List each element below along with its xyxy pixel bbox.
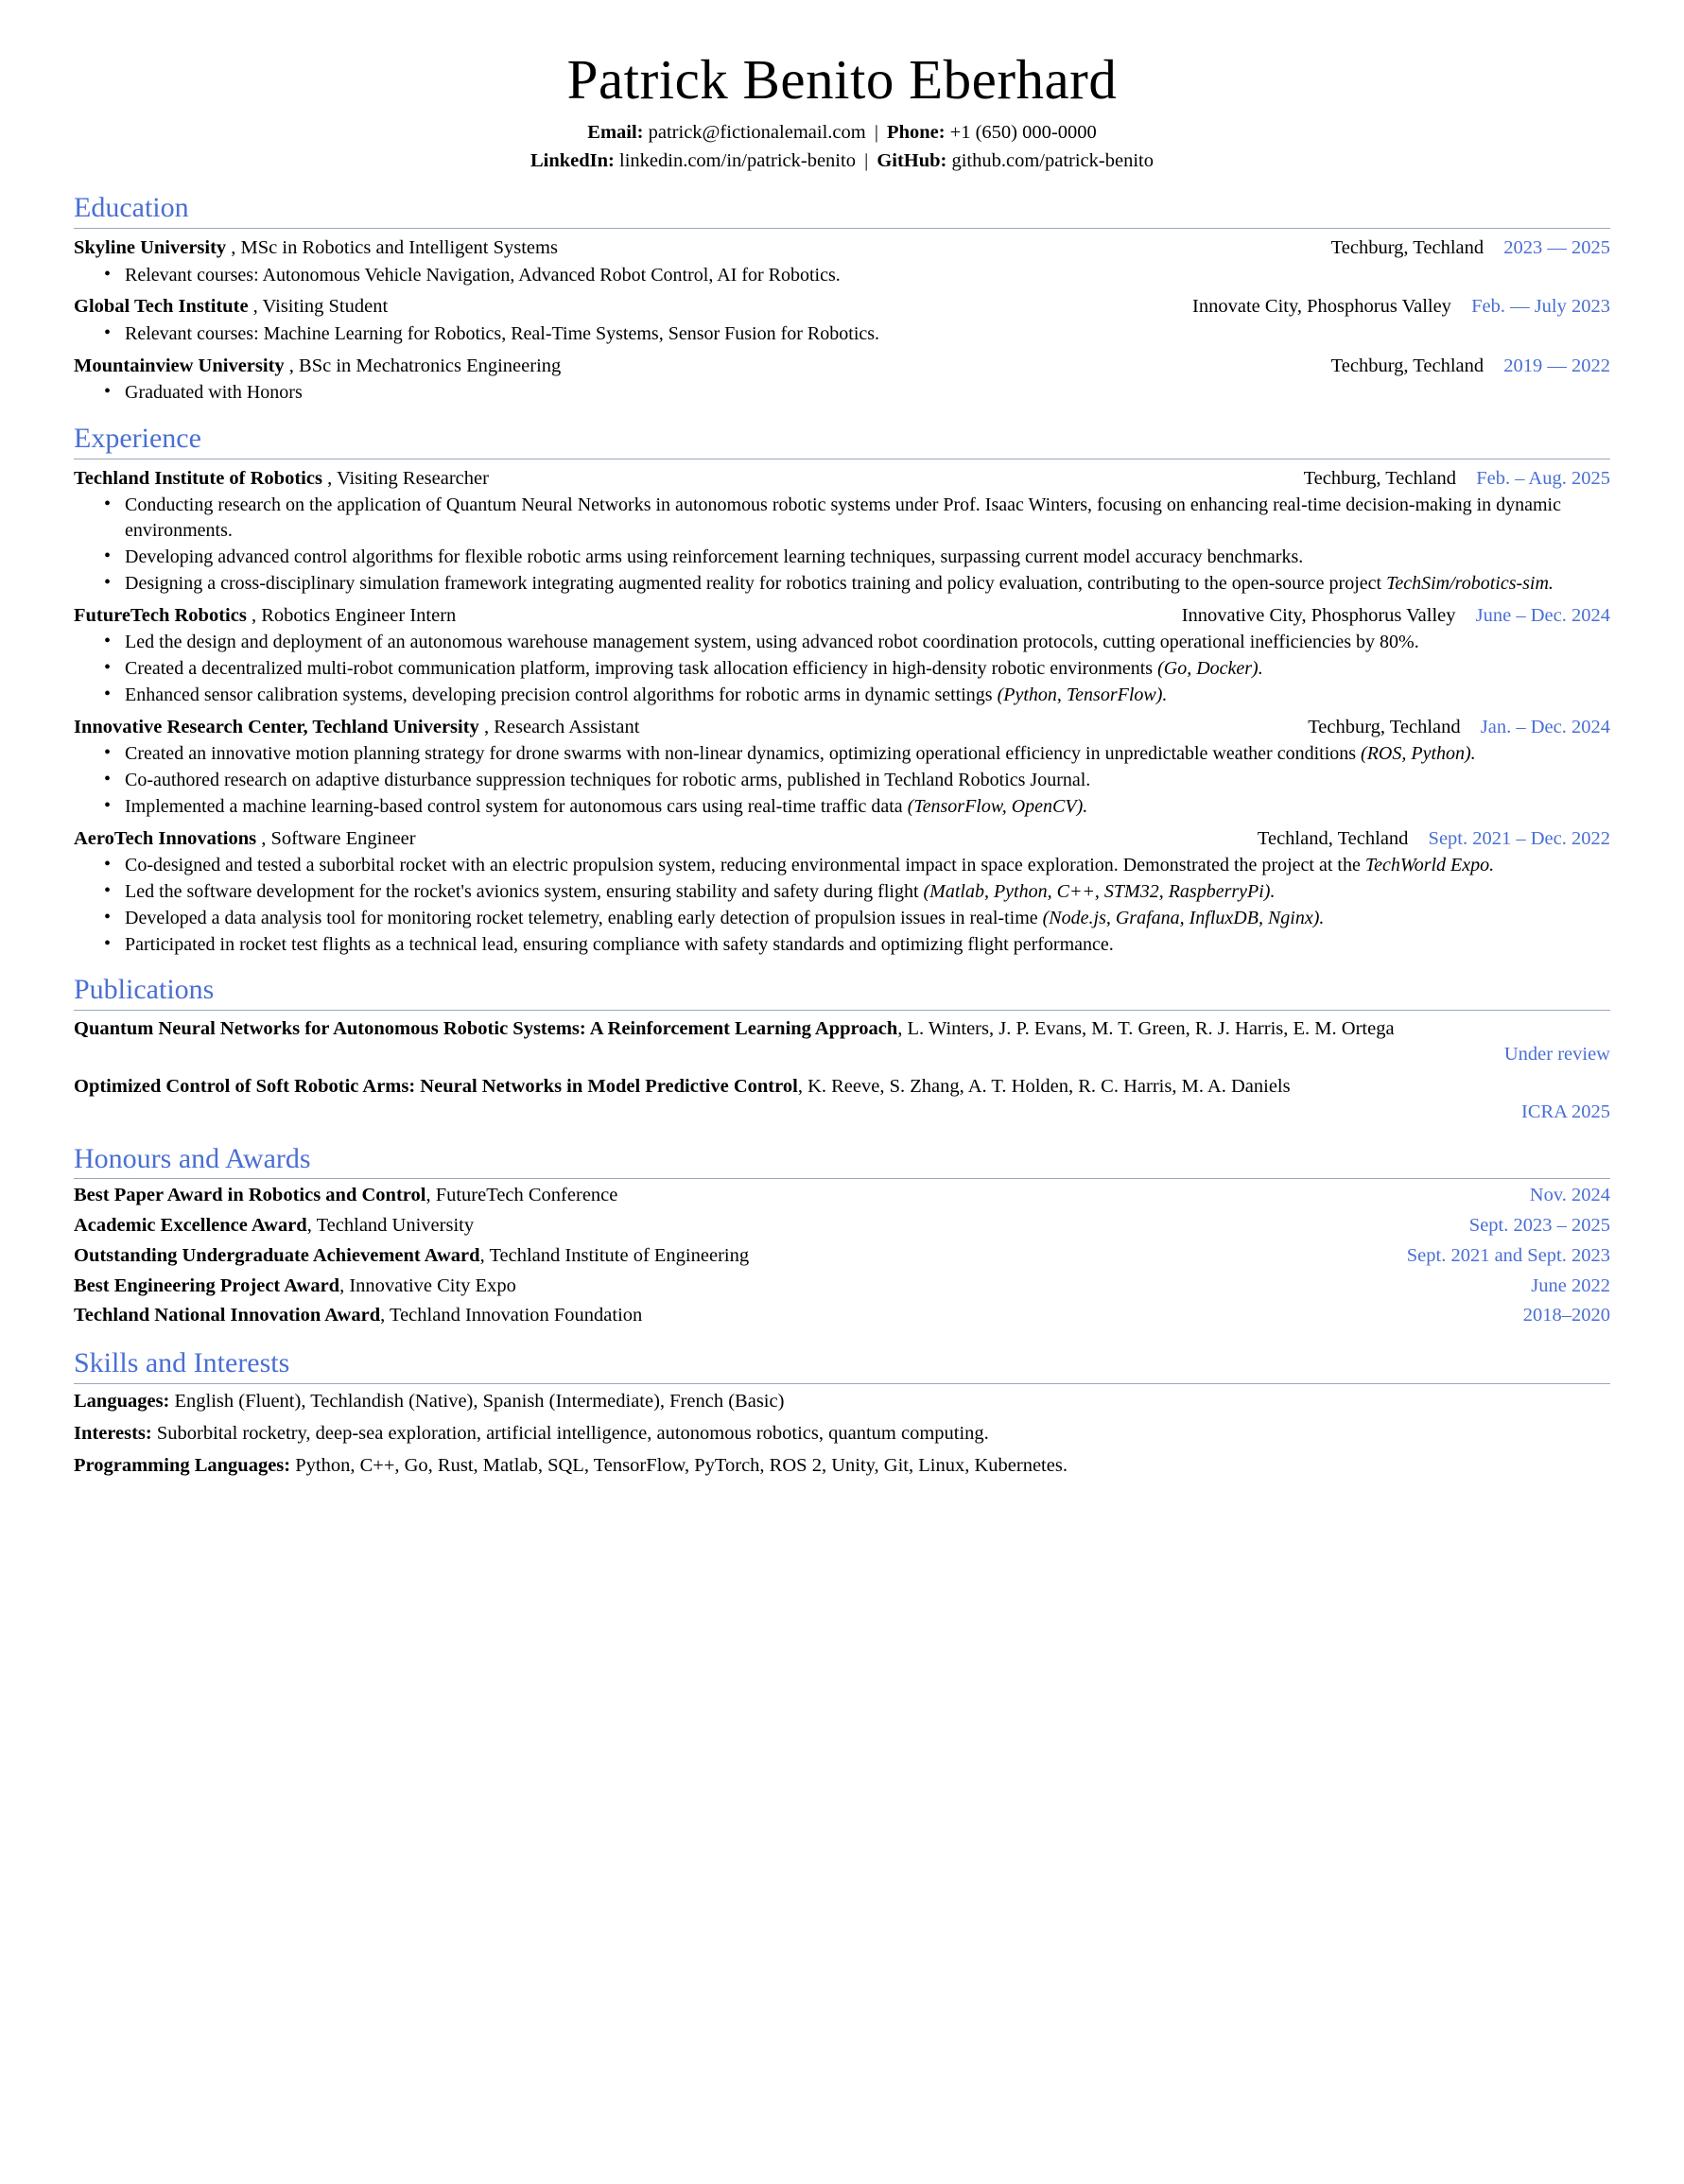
- experience-role: , Research Assistant: [483, 716, 640, 737]
- award-date: Nov. 2024: [1529, 1185, 1610, 1206]
- experience-bullet-list: [74, 493, 1610, 596]
- experience-entry: [74, 603, 1610, 708]
- experience-date: Sept. 2021 – Dec. 2022: [1428, 827, 1610, 849]
- experience-role: , Software Engineer: [261, 827, 416, 849]
- page-title: Patrick Benito Eberhard: [566, 48, 1118, 111]
- experience-entry-org-role: [74, 603, 1182, 629]
- education-entry-header: [74, 354, 1610, 379]
- experience-bullet: • Led the software development for the rocket's avionics system, ensuring stability and safety during flight (Matlab, Python, C++, STM32, RaspberryPi).: [123, 879, 1610, 905]
- award-row: [74, 1301, 1610, 1330]
- contact-separator-2: |: [864, 149, 869, 171]
- award-row: [74, 1272, 1610, 1301]
- award-date: June 2022: [1531, 1274, 1610, 1296]
- github-label: GitHub:: [877, 149, 947, 171]
- education-date: 2023 — 2025: [1503, 236, 1610, 258]
- education-entry-header: [74, 235, 1610, 261]
- publication-authors: , L. Winters, J. P. Evans, M. T. Green, R. J. Harris, E. M. Ortega: [897, 1017, 1395, 1039]
- education-location: Techburg, Techland: [1330, 355, 1484, 376]
- experience-entry-header: [74, 466, 1610, 492]
- section-title-experience: Experience: [74, 421, 1610, 459]
- award-text: [74, 1181, 1530, 1210]
- education-entry-meta: [1192, 294, 1610, 320]
- experience-bullet-list: [74, 630, 1610, 707]
- award-date: Sept. 2021 and Sept. 2023: [1406, 1244, 1610, 1266]
- experience-role: , Visiting Researcher: [327, 467, 489, 489]
- experience-bullet: • Designing a cross-disciplinary simulation framework integrating augmented reality for robotics training and policy evaluation, contributing to the open-source project TechSim/robotics-sim.: [123, 571, 1610, 597]
- publication-venue: Under review: [1503, 1044, 1610, 1066]
- experience-entry-meta: [1304, 466, 1610, 492]
- skill-value: English (Fluent), Techlandish (Native), Spanish (Intermediate), French (Basic): [169, 1390, 785, 1412]
- award-issuer: , FutureTech Conference: [425, 1185, 618, 1206]
- github-value[interactable]: github.com/patrick-benito: [951, 149, 1154, 171]
- education-entry: [74, 354, 1610, 406]
- education-list: [74, 235, 1610, 406]
- skill-row: [74, 1387, 1610, 1416]
- experience-entry: [74, 715, 1610, 820]
- education-role: , Visiting Student: [252, 296, 389, 318]
- award-date: Sept. 2023 – 2025: [1468, 1215, 1610, 1237]
- experience-location: Techburg, Techland: [1303, 467, 1457, 489]
- experience-bullet: • Co-designed and tested a suborbital rocket with an electric propulsion system, reducing environmental impact in space exploration. Demonstrated the project at the TechWorld Expo.: [123, 853, 1610, 878]
- email-label: Email:: [587, 121, 644, 143]
- publication-title: Quantum Neural Networks for Autonomous Robotic Systems: A Reinforcement Learning Approach: [74, 1017, 898, 1039]
- education-location: Innovate City, Phosphorus Valley: [1192, 296, 1451, 318]
- experience-entry-org-role: [74, 826, 1258, 852]
- experience-bullet-list: [74, 741, 1610, 819]
- experience-bullet: • Created a decentralized multi-robot communication platform, improving task allocation efficiency in high-density robotic environments (Go, Docker).: [123, 656, 1610, 682]
- experience-location: Innovative City, Phosphorus Valley: [1181, 604, 1456, 626]
- publication-authors: , K. Reeve, S. Zhang, A. T. Holden, R. C. Harris, M. A. Daniels: [797, 1075, 1291, 1097]
- experience-entry-header: [74, 826, 1610, 852]
- experience-bullet: • Created an innovative motion planning strategy for drone swarms with non-linear dynamics, optimizing operational efficiency in unpredictable weather conditions (ROS, Python).: [123, 741, 1610, 767]
- award-date: 2018–2020: [1522, 1305, 1610, 1326]
- skill-row: [74, 1419, 1610, 1448]
- award-name: Academic Excellence Award: [74, 1215, 307, 1237]
- education-role: , MSc in Robotics and Intelligent Systems: [231, 236, 558, 258]
- phone-label: Phone:: [887, 121, 946, 143]
- skill-value: Suborbital rocketry, deep-sea exploration, artificial intelligence, autonomous robotics, quantum computing.: [151, 1422, 989, 1444]
- email-value[interactable]: patrick@fictionalemail.com: [648, 121, 866, 143]
- experience-bullet: • Implemented a machine learning-based control system for autonomous cars using real-time traffic data (TensorFlow, OpenCV).: [123, 794, 1610, 820]
- award-issuer: , Techland Innovation Foundation: [380, 1305, 643, 1326]
- contact-line-1: [74, 119, 1610, 147]
- education-org: Skyline University: [74, 236, 227, 258]
- education-entry-org-role: [74, 294, 1192, 320]
- skill-row: [74, 1451, 1610, 1481]
- header: [74, 48, 1610, 175]
- skill-label: Programming Languages:: [74, 1454, 291, 1476]
- linkedin-value[interactable]: linkedin.com/in/patrick-benito: [619, 149, 856, 171]
- skills-list: [74, 1387, 1610, 1481]
- experience-entry-org-role: [74, 715, 1308, 740]
- education-entry-org-role: [74, 354, 1331, 379]
- publication-entry: [74, 1074, 1610, 1126]
- award-issuer: , Techland Institute of Engineering: [479, 1244, 750, 1266]
- award-text: [74, 1301, 1523, 1330]
- experience-date: June – Dec. 2024: [1475, 604, 1610, 626]
- experience-bullet: • Developed a data analysis tool for monitoring rocket telemetry, enabling early detection of propulsion issues in real-time (Node.js, Grafana, InfluxDB, Nginx).: [123, 906, 1610, 931]
- experience-bullet: • Conducting research on the application of Quantum Neural Networks in autonomous robotic systems under Prof. Isaac Winters, focusing on enhancing real-time decision-making in dynamic environments.: [123, 493, 1610, 544]
- section-title-skills: Skills and Interests: [74, 1345, 1610, 1384]
- experience-bullet: • Developing advanced control algorithms for flexible robotic arms using reinforcement learning techniques, surpassing current model accuracy benchmarks.: [123, 545, 1610, 570]
- experience-entry-meta: [1182, 603, 1610, 629]
- experience-org: Innovative Research Center, Techland University: [74, 716, 479, 737]
- experience-entry: [74, 826, 1610, 958]
- section-title-education: Education: [74, 190, 1610, 229]
- experience-location: Techburg, Techland: [1308, 716, 1461, 737]
- experience-entry-header: [74, 603, 1610, 629]
- education-role: , BSc in Mechatronics Engineering: [288, 355, 562, 376]
- experience-bullet-list: [74, 853, 1610, 957]
- award-issuer: , Techland University: [306, 1215, 475, 1237]
- education-entry-header: [74, 294, 1610, 320]
- award-row: [74, 1181, 1610, 1210]
- education-entry: [74, 235, 1610, 287]
- education-bullet-list: [74, 263, 1610, 288]
- education-location: Techburg, Techland: [1330, 236, 1484, 258]
- award-text: [74, 1272, 1531, 1301]
- section-title-publications: Publications: [74, 972, 1610, 1011]
- phone-value: +1 (650) 000-0000: [949, 121, 1097, 143]
- experience-bullet: • Co-authored research on adaptive disturbance suppression techniques for robotic arms, published in Techland Robotics Journal.: [123, 768, 1610, 793]
- contact-line-2: [74, 147, 1610, 176]
- education-entry-meta: [1331, 235, 1610, 261]
- skill-value: Python, C++, Go, Rust, Matlab, SQL, TensorFlow, PyTorch, ROS 2, Unity, Git, Linux, Kubernetes.: [290, 1454, 1068, 1476]
- publications-list: [74, 1016, 1610, 1126]
- linkedin-label: LinkedIn:: [530, 149, 615, 171]
- experience-bullet: • Enhanced sensor calibration systems, developing precision control algorithms for robotic arms in dynamic settings (Python, TensorFlow).: [123, 683, 1610, 708]
- experience-entry: [74, 466, 1610, 597]
- experience-entry-meta: [1258, 826, 1610, 852]
- honours-list: [74, 1181, 1610, 1330]
- publication-entry: [74, 1016, 1610, 1068]
- award-text: [74, 1241, 1407, 1271]
- education-entry-meta: [1331, 354, 1610, 379]
- education-date: 2019 — 2022: [1503, 355, 1610, 376]
- award-name: Techland National Innovation Award: [74, 1305, 381, 1326]
- award-name: Outstanding Undergraduate Achievement Award: [74, 1244, 480, 1266]
- experience-org: Techland Institute of Robotics: [74, 467, 322, 489]
- education-bullet: • Relevant courses: Machine Learning for Robotics, Real-Time Systems, Sensor Fusion for Robotics.: [123, 321, 1610, 347]
- education-date: Feb. — July 2023: [1471, 296, 1610, 318]
- award-name: Best Engineering Project Award: [74, 1274, 340, 1296]
- experience-entry-org-role: [74, 466, 1304, 492]
- skill-label: Languages:: [74, 1390, 170, 1412]
- experience-entry-header: [74, 715, 1610, 740]
- publication-title: Optimized Control of Soft Robotic Arms: Neural Networks in Model Predictive Control: [74, 1075, 798, 1097]
- contact-separator-1: |: [874, 121, 878, 143]
- award-row: [74, 1211, 1610, 1240]
- experience-date: Jan. – Dec. 2024: [1480, 716, 1610, 737]
- experience-location: Techland, Techland: [1257, 827, 1409, 849]
- education-org: Global Tech Institute: [74, 296, 249, 318]
- publication-venue: ICRA 2025: [1521, 1101, 1610, 1123]
- education-bullet-list: [74, 380, 1610, 406]
- education-bullet-list: [74, 321, 1610, 347]
- experience-bullet: • Led the design and deployment of an autonomous warehouse management system, using advanced robot coordination protocols, cutting operational inefficiencies by 80%.: [123, 630, 1610, 655]
- experience-org: AeroTech Innovations: [74, 827, 257, 849]
- education-org: Mountainview University: [74, 355, 285, 376]
- award-issuer: , Innovative City Expo: [339, 1274, 516, 1296]
- experience-role: , Robotics Engineer Intern: [251, 604, 457, 626]
- experience-bullet: • Participated in rocket test flights as a technical lead, ensuring compliance with safety standards and optimizing flight performance.: [123, 932, 1610, 958]
- skill-label: Interests:: [74, 1422, 152, 1444]
- education-bullet: • Relevant courses: Autonomous Vehicle Navigation, Advanced Robot Control, AI for Robotics.: [123, 263, 1610, 288]
- award-text: [74, 1211, 1469, 1240]
- experience-date: Feb. – Aug. 2025: [1476, 467, 1610, 489]
- experience-entry-meta: [1308, 715, 1610, 740]
- experience-org: FutureTech Robotics: [74, 604, 247, 626]
- award-row: [74, 1241, 1610, 1271]
- education-entry-org-role: [74, 235, 1331, 261]
- education-bullet: • Graduated with Honors: [123, 380, 1610, 406]
- section-title-honours: Honours and Awards: [74, 1141, 1610, 1180]
- award-name: Best Paper Award in Robotics and Control: [74, 1185, 426, 1206]
- education-entry: [74, 294, 1610, 346]
- experience-list: [74, 466, 1610, 958]
